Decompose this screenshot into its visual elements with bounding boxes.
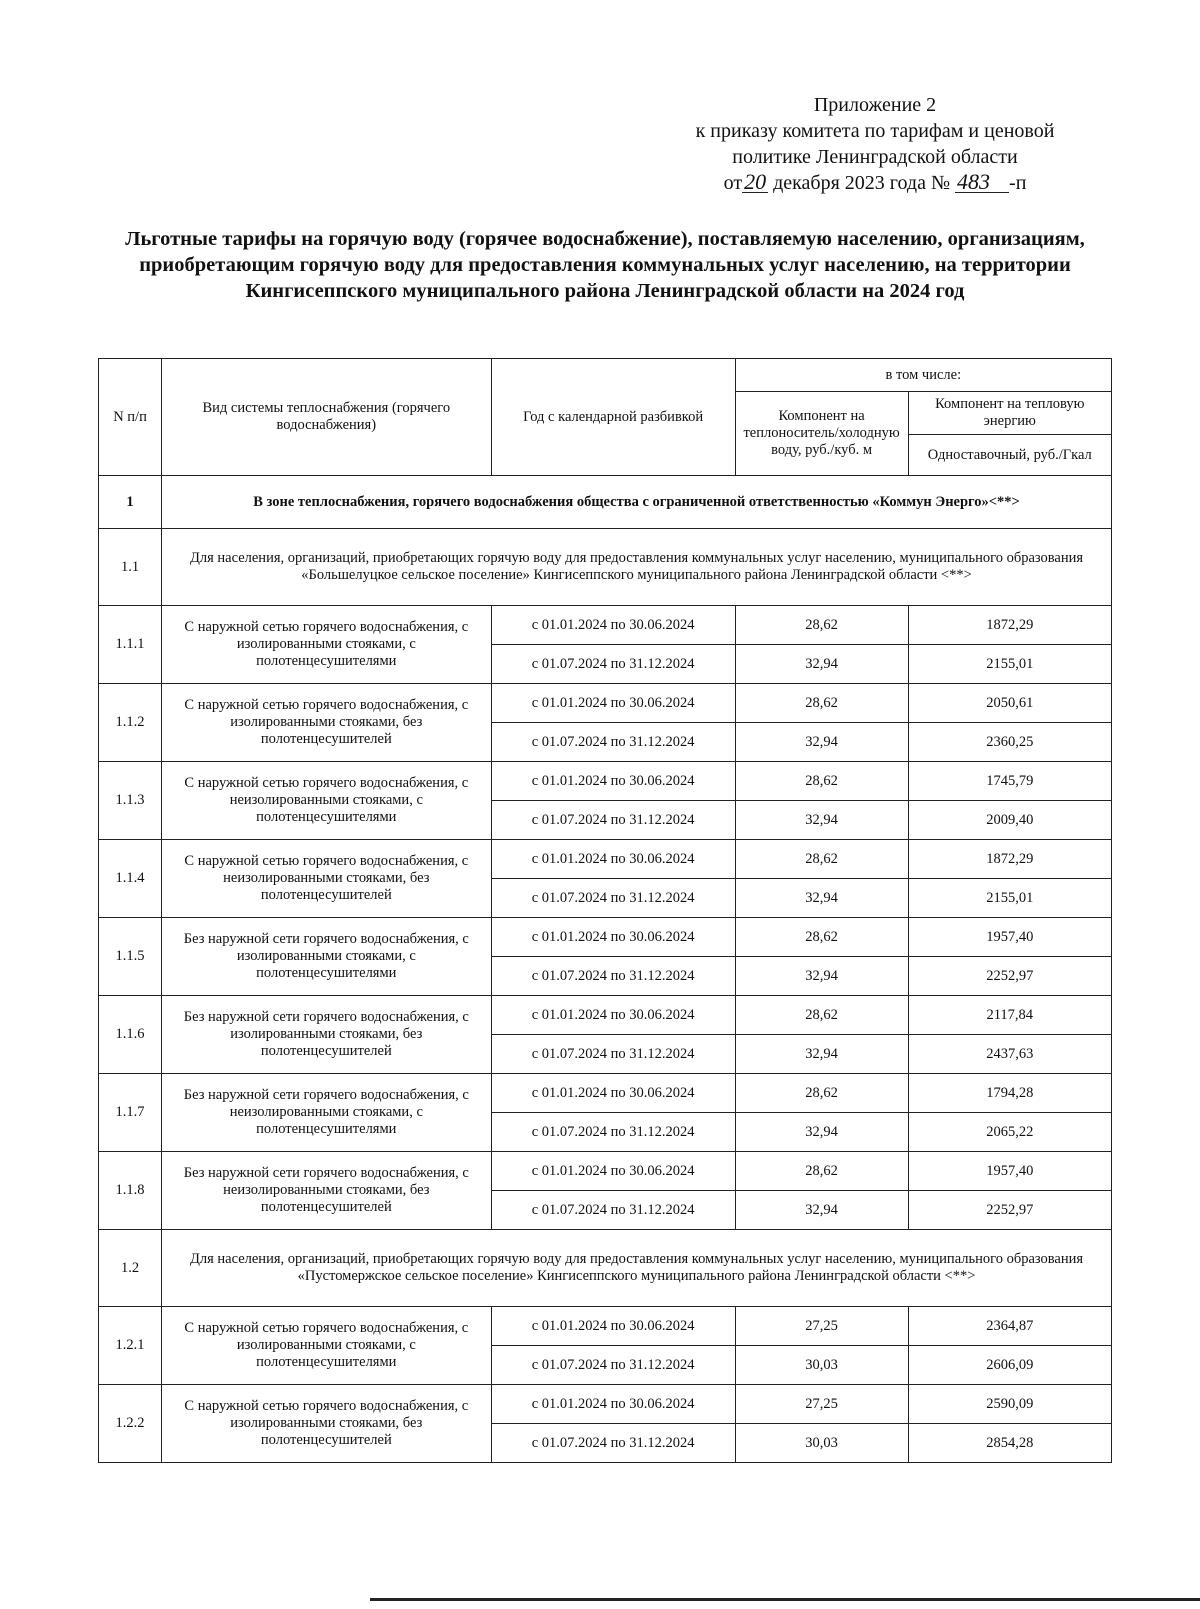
period-second-half: с 01.07.2024 по 31.12.2024 — [491, 1346, 735, 1385]
period-second-half: с 01.07.2024 по 31.12.2024 — [491, 1113, 735, 1152]
row-num: 1.1.1 — [99, 606, 162, 684]
table-row — [99, 996, 1112, 1035]
appendix-line-3: политике Ленинградской области — [732, 146, 1018, 168]
row-description: С наружной сетью горячего водоснабжения, с изолированными стояками, с полотенцесушителями — [162, 606, 492, 684]
energy-value: 2252,97 — [908, 1191, 1111, 1230]
header-energy-sub: Одноставочный, руб./Гкал — [908, 435, 1111, 476]
period-first-half: с 01.01.2024 по 30.06.2024 — [491, 1385, 735, 1424]
table-row — [99, 606, 1112, 645]
energy-value: 2590,09 — [908, 1385, 1111, 1424]
header-including: в том числе: — [735, 359, 1111, 392]
row-description: С наружной сетью горячего водоснабжения, с изолированными стояками, с полотенцесушителями — [162, 1307, 492, 1385]
energy-value: 2854,28 — [908, 1424, 1111, 1463]
energy-value: 1794,28 — [908, 1074, 1111, 1113]
header-year: Год с календарной разбивкой — [491, 359, 735, 476]
row-description: Без наружной сети горячего водоснабжения, с неизолированными стояками, без полотенцесушителей — [162, 1152, 492, 1230]
carrier-value: 28,62 — [735, 1152, 908, 1191]
energy-value: 1745,79 — [908, 762, 1111, 801]
row-description: С наружной сетью горячего водоснабжения, с неизолированными стояками, без полотенцесушителей — [162, 840, 492, 918]
energy-value: 1957,40 — [908, 918, 1111, 957]
row-num: 1.1.4 — [99, 840, 162, 918]
section-num: 1 — [99, 476, 162, 529]
table-row — [99, 762, 1112, 801]
row-num: 1.1.2 — [99, 684, 162, 762]
table-row — [99, 1307, 1112, 1346]
period-second-half: с 01.07.2024 по 31.12.2024 — [491, 1035, 735, 1074]
carrier-value: 28,62 — [735, 684, 908, 723]
carrier-value: 27,25 — [735, 1385, 908, 1424]
subsection-num: 1.2 — [99, 1230, 162, 1307]
carrier-value: 28,62 — [735, 840, 908, 879]
row-description: С наружной сетью горячего водоснабжения, с изолированными стояками, без полотенцесушителей — [162, 684, 492, 762]
period-first-half: с 01.01.2024 по 30.06.2024 — [491, 996, 735, 1035]
period-first-half: с 01.01.2024 по 30.06.2024 — [491, 606, 735, 645]
month-year-label: декабря 2023 года № — [773, 172, 951, 194]
carrier-value: 27,25 — [735, 1307, 908, 1346]
period-second-half: с 01.07.2024 по 31.12.2024 — [491, 645, 735, 684]
period-first-half: с 01.01.2024 по 30.06.2024 — [491, 918, 735, 957]
period-second-half: с 01.07.2024 по 31.12.2024 — [491, 957, 735, 996]
number-suffix: -п — [1009, 172, 1027, 194]
table-row — [99, 1385, 1112, 1424]
appendix-line-2: к приказу комитета по тарифам и ценовой — [695, 120, 1055, 142]
carrier-value: 32,94 — [735, 723, 908, 762]
appendix-line-1: Приложение 2 — [813, 94, 937, 116]
period-first-half: с 01.01.2024 по 30.06.2024 — [491, 1152, 735, 1191]
tariff-table — [98, 358, 1112, 1463]
period-first-half: с 01.01.2024 по 30.06.2024 — [491, 684, 735, 723]
row-num: 1.2.2 — [99, 1385, 162, 1463]
carrier-value: 32,94 — [735, 879, 908, 918]
header-carrier: Компонент на теплоноситель/холодную воду, руб./куб. м — [735, 392, 908, 476]
energy-value: 1957,40 — [908, 1152, 1111, 1191]
handwritten-number: 483 — [955, 172, 1009, 193]
energy-value: 2050,61 — [908, 684, 1111, 723]
energy-value: 2155,01 — [908, 879, 1111, 918]
energy-value: 2155,01 — [908, 645, 1111, 684]
energy-value: 2252,97 — [908, 957, 1111, 996]
energy-value: 1872,29 — [908, 840, 1111, 879]
subsection-text: Для населения, организаций, приобретающих горячую воду для предоставления коммунальных услуг населению, муниципального образования «Пустомержское сельское поселение» Кингисеппского муниципального района Ленинградской области <**> — [162, 1230, 1112, 1307]
energy-value: 2606,09 — [908, 1346, 1111, 1385]
row-num: 1.1.5 — [99, 918, 162, 996]
row-num: 1.1.3 — [99, 762, 162, 840]
period-first-half: с 01.01.2024 по 30.06.2024 — [491, 762, 735, 801]
period-second-half: с 01.07.2024 по 31.12.2024 — [491, 1424, 735, 1463]
row-num: 1.2.1 — [99, 1307, 162, 1385]
row-num: 1.1.6 — [99, 996, 162, 1074]
table-row — [99, 840, 1112, 879]
energy-value: 2364,87 — [908, 1307, 1111, 1346]
handwritten-day: 20 — [744, 169, 767, 194]
energy-value: 2065,22 — [908, 1113, 1111, 1152]
row-description: С наружной сетью горячего водоснабжения, с изолированными стояками, без полотенцесушителей — [162, 1385, 492, 1463]
period-second-half: с 01.07.2024 по 31.12.2024 — [491, 879, 735, 918]
period-second-half: с 01.07.2024 по 31.12.2024 — [491, 723, 735, 762]
carrier-value: 32,94 — [735, 1113, 908, 1152]
carrier-value: 28,62 — [735, 762, 908, 801]
document-title: Льготные тарифы на горячую воду (горячее водоснабжение), поставляемую населению, организациям, приобретающим горячую воду для предоставления коммунальных услуг населению, на территории Кингисеппского муниципального района Ленинградской области на 2024 год — [125, 228, 1085, 302]
carrier-value: 32,94 — [735, 1035, 908, 1074]
carrier-value: 28,62 — [735, 918, 908, 957]
table-row — [99, 918, 1112, 957]
row-num: 1.1.7 — [99, 1074, 162, 1152]
period-second-half: с 01.07.2024 по 31.12.2024 — [491, 1191, 735, 1230]
period-second-half: с 01.07.2024 по 31.12.2024 — [491, 801, 735, 840]
energy-value: 2009,40 — [908, 801, 1111, 840]
energy-value: 2437,63 — [908, 1035, 1111, 1074]
header-num: N п/п — [99, 359, 162, 476]
subsection-text: Для населения, организаций, приобретающих горячую воду для предоставления коммунальных услуг населению, муниципального образования «Большелуцкое сельское поселение» Кингисеппского муниципального района Ленинградской области <**> — [162, 529, 1112, 606]
carrier-value: 28,62 — [735, 996, 908, 1035]
subsection-num: 1.1 — [99, 529, 162, 606]
appendix-line-4 — [640, 170, 1110, 196]
energy-value: 2360,25 — [908, 723, 1111, 762]
carrier-value: 30,03 — [735, 1424, 908, 1463]
carrier-value: 28,62 — [735, 606, 908, 645]
header-system: Вид системы теплоснабжения (горячего водоснабжения) — [162, 359, 492, 476]
table-row — [99, 1152, 1112, 1191]
row-description: Без наружной сети горячего водоснабжения, с изолированными стояками, с полотенцесушителями — [162, 918, 492, 996]
energy-value: 1872,29 — [908, 606, 1111, 645]
table-row — [99, 1074, 1112, 1113]
from-label: от — [723, 172, 743, 194]
carrier-value: 28,62 — [735, 1074, 908, 1113]
period-first-half: с 01.01.2024 по 30.06.2024 — [491, 840, 735, 879]
header-energy: Компонент на тепловую энергию — [908, 392, 1111, 435]
table-row — [99, 684, 1112, 723]
row-description: Без наружной сети горячего водоснабжения, с изолированными стояками, без полотенцесушителей — [162, 996, 492, 1074]
carrier-value: 32,94 — [735, 1191, 908, 1230]
carrier-value: 32,94 — [735, 645, 908, 684]
period-first-half: с 01.01.2024 по 30.06.2024 — [491, 1074, 735, 1113]
row-description: Без наружной сети горячего водоснабжения, с неизолированными стояками, с полотенцесушителями — [162, 1074, 492, 1152]
scan-edge-line — [370, 1598, 1200, 1601]
section-text: В зоне теплоснабжения, горячего водоснабжения общества с ограниченной ответственностью «Коммун Энерго»<**> — [162, 476, 1112, 529]
energy-value: 2117,84 — [908, 996, 1111, 1035]
carrier-value: 32,94 — [735, 801, 908, 840]
appendix-header — [640, 92, 1110, 196]
row-description: С наружной сетью горячего водоснабжения, с неизолированными стояками, с полотенцесушителями — [162, 762, 492, 840]
carrier-value: 30,03 — [735, 1346, 908, 1385]
period-first-half: с 01.01.2024 по 30.06.2024 — [491, 1307, 735, 1346]
carrier-value: 32,94 — [735, 957, 908, 996]
row-num: 1.1.8 — [99, 1152, 162, 1230]
